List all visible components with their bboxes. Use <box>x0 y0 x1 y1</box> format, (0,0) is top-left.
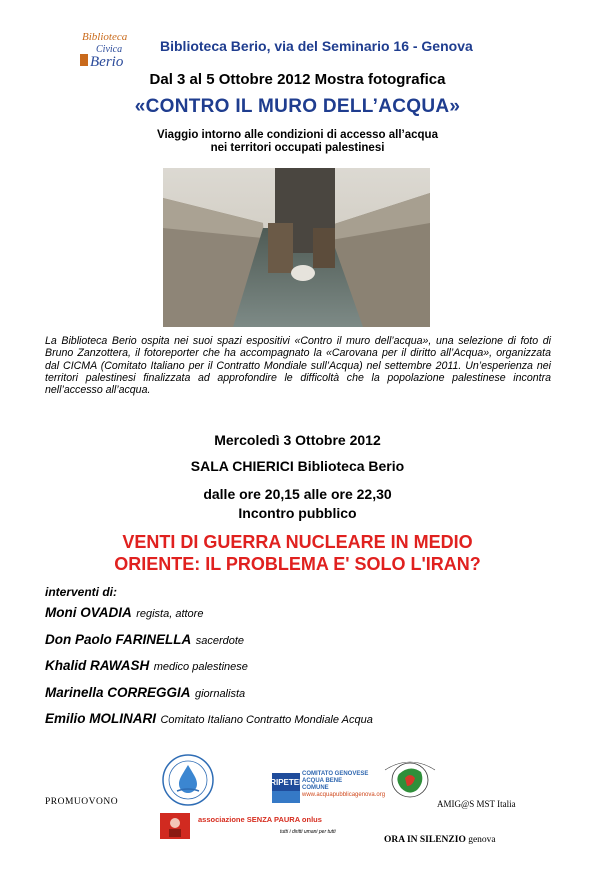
water-drop-logo <box>161 753 215 807</box>
header-title: Biblioteca Berio, via del Seminario 16 - Genova <box>160 38 473 54</box>
subtitle-line-1: Viaggio intorno alle condizioni di accesso all’acqua <box>157 129 438 141</box>
cg-url: www.acquapubblicagenova.org <box>302 792 386 798</box>
comitato-genovese-text <box>302 771 385 799</box>
headline-line-1: VENTI DI GUERRA NUCLEARE IN MEDIO <box>122 532 473 552</box>
comitato-genovese-logo <box>259 773 313 803</box>
exhibition-title: «CONTRO IL MURO DELL’ACQUA» <box>134 96 461 117</box>
speaker-role: Comitato Italiano Contratto Mondiale Acqua <box>160 714 373 726</box>
speaker-name: Marinella CORREGGIA <box>45 685 191 700</box>
speaker-2 <box>45 631 244 649</box>
exhibition-dates: Dal 3 al 5 Ottobre 2012 Mostra fotografica <box>149 71 446 88</box>
event-venue: SALA CHIERICI Biblioteca Berio <box>190 458 405 474</box>
event-date: Mercoledì 3 Ottobre 2012 <box>214 432 381 448</box>
silenzio-bold: ORA IN SILENZIO <box>384 835 466 845</box>
amigos-mst-logo <box>379 758 441 802</box>
cg-line-2: ACQUA BENE <box>302 778 343 784</box>
speaker-role: sacerdote <box>195 635 245 647</box>
senza-paura-logo <box>160 813 190 839</box>
subtitle-line-2: nei territori occupati palestinesi <box>210 142 385 154</box>
headline-line-2: ORIENTE: IL PROBLEMA E' SOLO L'IRAN? <box>114 554 481 574</box>
cg-line-3: COMUNE <box>302 785 329 791</box>
speaker-3 <box>45 657 248 675</box>
logo-text-biblioteca: Biblioteca <box>82 31 128 43</box>
speakers-label: interventi di: <box>45 585 118 599</box>
event-time: dalle ore 20,15 alle ore 22,30 <box>203 486 392 502</box>
speaker-1 <box>45 604 203 622</box>
cg-line-1: COMITATO GENOVESE <box>302 771 369 777</box>
speaker-name: Moni OVADIA <box>45 605 132 620</box>
cg-box-text: MI RIPETERAI <box>259 778 313 787</box>
speaker-role: medico palestinese <box>153 661 248 673</box>
exhibition-subtitle <box>0 129 595 155</box>
ora-in-silenzio-label <box>384 835 496 845</box>
speaker-role: giornalista <box>194 688 246 700</box>
logo-text-civica: Civica <box>96 44 123 55</box>
event-type: Incontro pubblico <box>238 505 357 521</box>
senza-paura-label: associazione SENZA PAURA onlus <box>198 815 322 824</box>
promuovono-label: PROMUOVONO <box>45 797 119 807</box>
logo-text-berio: Berio <box>90 54 124 70</box>
speaker-name: Don Paolo FARINELLA <box>45 632 192 647</box>
silenzio-rest: genova <box>465 835 496 845</box>
exhibition-description: La Biblioteca Berio ospita nei suoi spazi espositivi «Contro il muro dell’acqua», una selezione di foto di Bruno Zanzottera, il fotoreporter che ha accompagnato la «Carovana per il diritto all’Acqua», organizzata dal CICMA (Comitato Italiano per il Contratto Mondiale sull’Acqua) nel settembre 2011. Un’esperienza nei territori palestinesi finalizzata ad approfondire le difficoltà che la popolazione palestinese incontra nell’accesso all’acqua. <box>45 335 551 397</box>
photo-man-at-water-channel <box>163 168 430 327</box>
speaker-name: Emilio MOLINARI <box>45 711 156 726</box>
speaker-role: regista, attore <box>136 608 204 620</box>
amigos-mst-label: AMIG@S MST Italia <box>437 799 516 809</box>
speaker-4 <box>45 684 245 702</box>
biblioteca-berio-logo <box>80 28 138 68</box>
speaker-5 <box>45 710 373 728</box>
speaker-name: Khalid RAWASH <box>45 658 150 673</box>
event-headline <box>0 531 595 575</box>
senza-paura-tagline: tutti i diritti umani per tutti <box>280 829 336 835</box>
